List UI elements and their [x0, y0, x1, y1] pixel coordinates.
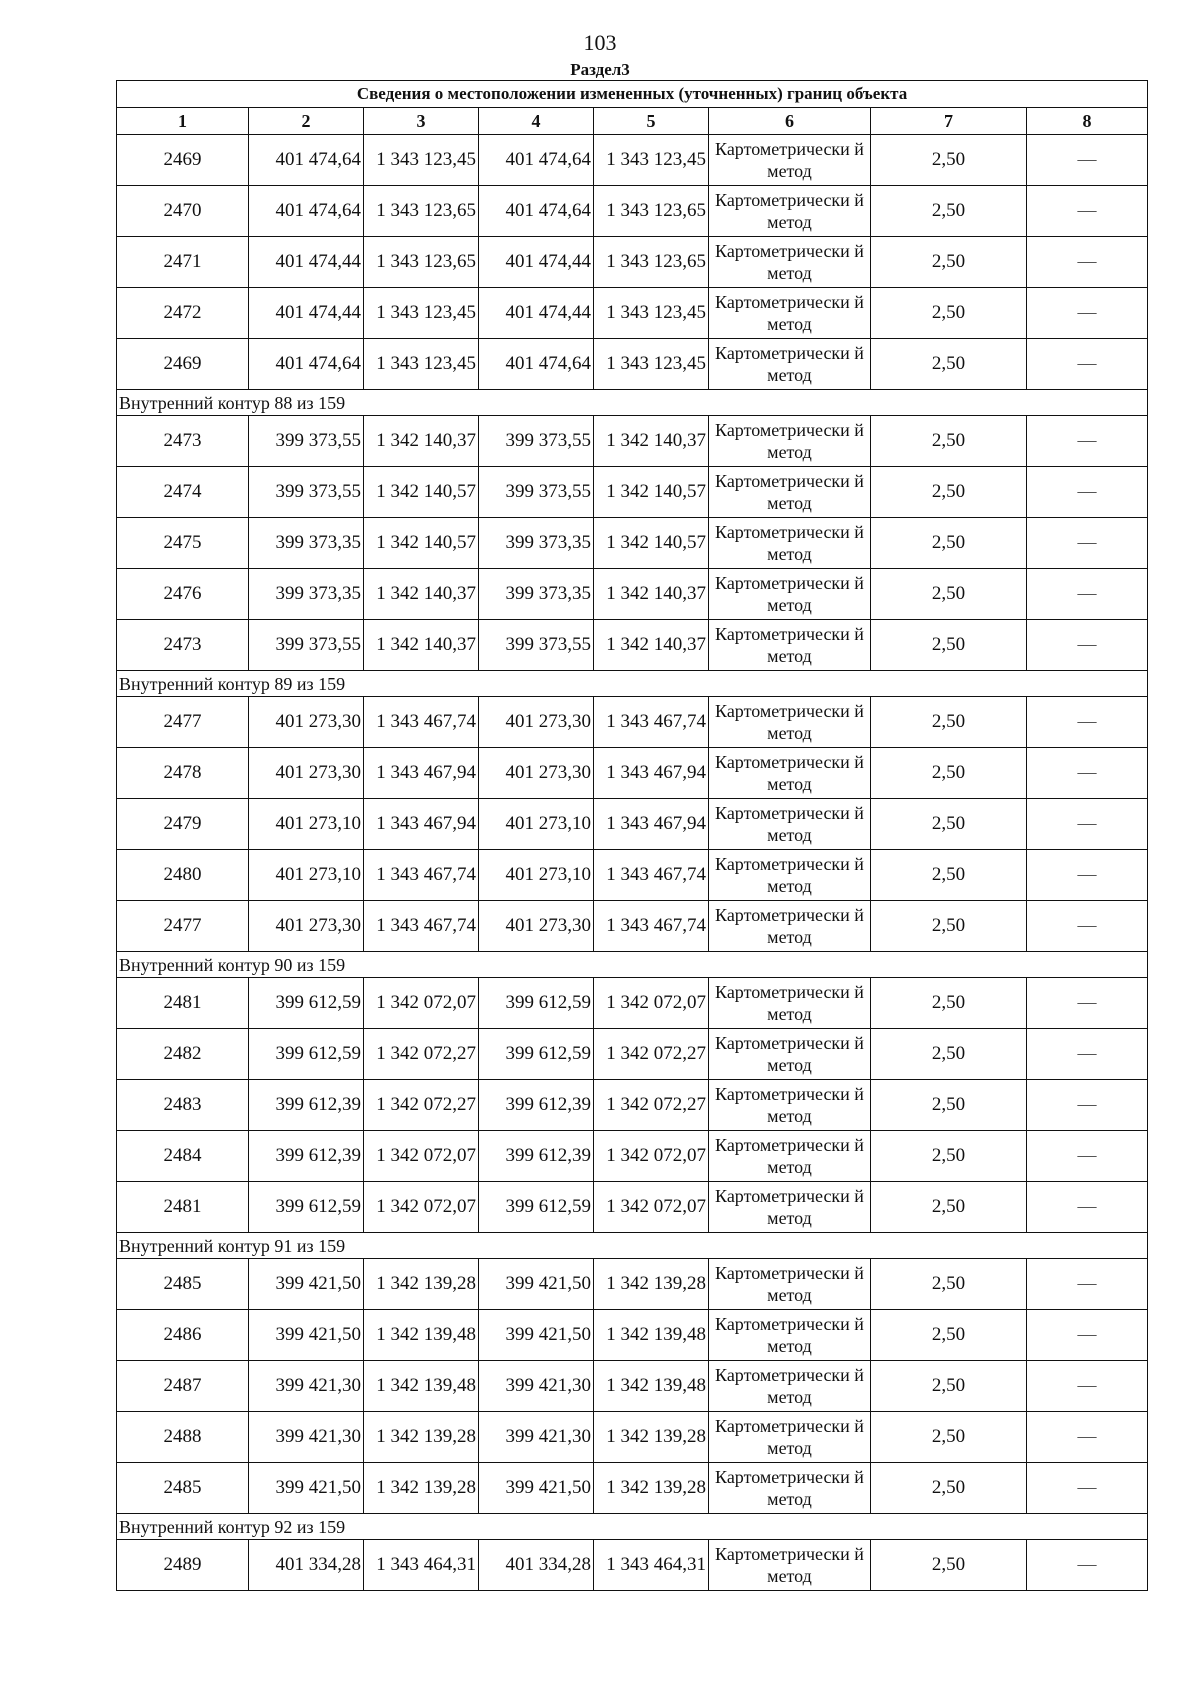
cell-method: Картометрически й метод: [709, 288, 871, 339]
cell-description: —: [1027, 1463, 1148, 1514]
table-row: [117, 1182, 1148, 1233]
cell-y-new: 1 343 467,94: [594, 748, 709, 799]
column-header-7: 7: [871, 108, 1027, 135]
cell-x-old: 401 474,64: [249, 186, 364, 237]
table-row: [117, 1259, 1148, 1310]
cell-y-old: 1 342 139,48: [364, 1361, 479, 1412]
cell-x-old: 399 612,59: [249, 978, 364, 1029]
cell-method: Картометрически й метод: [709, 1540, 871, 1591]
cell-accuracy: 2,50: [871, 1182, 1027, 1233]
cell-accuracy: 2,50: [871, 1029, 1027, 1080]
cell-y-old: 1 342 072,07: [364, 978, 479, 1029]
cell-point-number: 2472: [117, 288, 249, 339]
cell-y-old: 1 343 467,74: [364, 697, 479, 748]
cell-y-new: 1 343 464,31: [594, 1540, 709, 1591]
cell-y-new: 1 342 140,37: [594, 569, 709, 620]
cell-x-old: 399 421,30: [249, 1361, 364, 1412]
cell-x-new: 399 612,39: [479, 1131, 594, 1182]
table-row: [117, 799, 1148, 850]
cell-point-number: 2471: [117, 237, 249, 288]
cell-x-old: 401 273,10: [249, 799, 364, 850]
cell-method: Картометрически й метод: [709, 901, 871, 952]
table-row: [117, 467, 1148, 518]
table-row: [117, 748, 1148, 799]
cell-point-number: 2475: [117, 518, 249, 569]
cell-y-new: 1 343 123,45: [594, 339, 709, 390]
cell-y-old: 1 343 464,31: [364, 1540, 479, 1591]
contour-heading: Внутренний контур 91 из 159: [117, 1233, 1148, 1259]
table-row: [117, 237, 1148, 288]
cell-y-new: 1 343 123,65: [594, 186, 709, 237]
cell-description: —: [1027, 288, 1148, 339]
cell-description: —: [1027, 1540, 1148, 1591]
cell-accuracy: 2,50: [871, 237, 1027, 288]
cell-method: Картометрически й метод: [709, 237, 871, 288]
cell-y-old: 1 342 072,07: [364, 1131, 479, 1182]
table-row: [117, 1540, 1148, 1591]
cell-x-old: 399 421,50: [249, 1463, 364, 1514]
cell-accuracy: 2,50: [871, 620, 1027, 671]
table-row: [117, 1463, 1148, 1514]
cell-point-number: 2474: [117, 467, 249, 518]
cell-point-number: 2482: [117, 1029, 249, 1080]
cell-method: Картометрически й метод: [709, 1463, 871, 1514]
table-row: [117, 1080, 1148, 1131]
cell-x-new: 399 421,50: [479, 1310, 594, 1361]
table-row: [117, 569, 1148, 620]
table-row: [117, 1310, 1148, 1361]
cell-x-old: 399 612,39: [249, 1131, 364, 1182]
cell-method: Картометрически й метод: [709, 186, 871, 237]
cell-description: —: [1027, 416, 1148, 467]
cell-y-old: 1 342 072,27: [364, 1080, 479, 1131]
cell-y-new: 1 342 139,28: [594, 1259, 709, 1310]
cell-description: —: [1027, 1029, 1148, 1080]
cell-x-old: 399 612,59: [249, 1029, 364, 1080]
cell-description: —: [1027, 467, 1148, 518]
cell-x-new: 399 612,39: [479, 1080, 594, 1131]
cell-accuracy: 2,50: [871, 339, 1027, 390]
cell-point-number: 2473: [117, 416, 249, 467]
cell-y-new: 1 342 140,37: [594, 620, 709, 671]
cell-x-old: 401 273,30: [249, 748, 364, 799]
table-row: [117, 1361, 1148, 1412]
cell-method: Картометрически й метод: [709, 339, 871, 390]
cell-x-new: 401 273,30: [479, 901, 594, 952]
cell-y-old: 1 342 140,57: [364, 518, 479, 569]
cell-accuracy: 2,50: [871, 978, 1027, 1029]
cell-point-number: 2489: [117, 1540, 249, 1591]
cell-x-new: 401 474,44: [479, 288, 594, 339]
cell-y-old: 1 343 467,94: [364, 799, 479, 850]
cell-y-old: 1 342 072,27: [364, 1029, 479, 1080]
cell-y-old: 1 342 140,37: [364, 416, 479, 467]
cell-point-number: 2479: [117, 799, 249, 850]
cell-x-old: 399 373,35: [249, 518, 364, 569]
table-row: [117, 620, 1148, 671]
cell-y-new: 1 343 123,45: [594, 288, 709, 339]
cell-method: Картометрически й метод: [709, 1259, 871, 1310]
cell-x-new: 399 421,30: [479, 1361, 594, 1412]
cell-x-new: 399 373,55: [479, 416, 594, 467]
cell-accuracy: 2,50: [871, 1259, 1027, 1310]
cell-x-new: 399 421,30: [479, 1412, 594, 1463]
cell-accuracy: 2,50: [871, 697, 1027, 748]
cell-method: Картометрически й метод: [709, 1361, 871, 1412]
cell-y-new: 1 342 139,28: [594, 1412, 709, 1463]
table-row: [117, 978, 1148, 1029]
cell-y-old: 1 342 139,28: [364, 1259, 479, 1310]
column-header-3: 3: [364, 108, 479, 135]
cell-accuracy: 2,50: [871, 1361, 1027, 1412]
cell-accuracy: 2,50: [871, 748, 1027, 799]
cell-y-new: 1 342 140,57: [594, 467, 709, 518]
cell-description: —: [1027, 1131, 1148, 1182]
contour-heading-row: [117, 1514, 1148, 1540]
cell-x-new: 401 273,10: [479, 850, 594, 901]
cell-point-number: 2480: [117, 850, 249, 901]
contour-heading-row: [117, 671, 1148, 697]
table-row: [117, 135, 1148, 186]
cell-x-new: 399 373,55: [479, 620, 594, 671]
cell-accuracy: 2,50: [871, 850, 1027, 901]
table-row: [117, 518, 1148, 569]
table-row: [117, 339, 1148, 390]
cell-y-old: 1 343 123,65: [364, 186, 479, 237]
cell-method: Картометрически й метод: [709, 416, 871, 467]
column-header-5: 5: [594, 108, 709, 135]
cell-description: —: [1027, 1080, 1148, 1131]
cell-x-old: 401 474,44: [249, 237, 364, 288]
cell-x-old: 399 373,55: [249, 467, 364, 518]
cell-y-new: 1 342 072,27: [594, 1029, 709, 1080]
table-row: [117, 1412, 1148, 1463]
cell-x-new: 401 474,64: [479, 135, 594, 186]
cell-accuracy: 2,50: [871, 901, 1027, 952]
cell-x-new: 399 612,59: [479, 1182, 594, 1233]
cell-y-old: 1 343 467,74: [364, 850, 479, 901]
cell-method: Картометрически й метод: [709, 1310, 871, 1361]
cell-point-number: 2488: [117, 1412, 249, 1463]
cell-description: —: [1027, 237, 1148, 288]
cell-point-number: 2469: [117, 339, 249, 390]
cell-x-new: 399 612,59: [479, 978, 594, 1029]
cell-y-old: 1 343 123,45: [364, 339, 479, 390]
cell-x-new: 401 474,44: [479, 237, 594, 288]
cell-y-old: 1 343 467,74: [364, 901, 479, 952]
section-title: Раздел3: [570, 60, 630, 79]
cell-accuracy: 2,50: [871, 799, 1027, 850]
table-row: [117, 186, 1148, 237]
table-row: [117, 1131, 1148, 1182]
column-header-2: 2: [249, 108, 364, 135]
column-header-1: 1: [117, 108, 249, 135]
cell-y-new: 1 343 467,74: [594, 697, 709, 748]
cell-x-new: 401 474,64: [479, 186, 594, 237]
cell-y-old: 1 342 139,28: [364, 1412, 479, 1463]
table-row: [117, 288, 1148, 339]
cell-x-old: 401 273,10: [249, 850, 364, 901]
cell-accuracy: 2,50: [871, 416, 1027, 467]
cell-point-number: 2470: [117, 186, 249, 237]
cell-x-old: 399 612,59: [249, 1182, 364, 1233]
cell-description: —: [1027, 978, 1148, 1029]
cell-x-old: 401 474,64: [249, 135, 364, 186]
cell-accuracy: 2,50: [871, 569, 1027, 620]
cell-point-number: 2473: [117, 620, 249, 671]
table-row: [117, 1029, 1148, 1080]
cell-description: —: [1027, 799, 1148, 850]
cell-y-old: 1 342 140,37: [364, 620, 479, 671]
cell-point-number: 2477: [117, 697, 249, 748]
cell-y-old: 1 342 140,37: [364, 569, 479, 620]
cell-y-new: 1 342 139,48: [594, 1310, 709, 1361]
cell-y-new: 1 342 139,48: [594, 1361, 709, 1412]
cell-x-new: 401 273,30: [479, 697, 594, 748]
column-header-8: 8: [1027, 108, 1148, 135]
cell-point-number: 2485: [117, 1259, 249, 1310]
cell-description: —: [1027, 901, 1148, 952]
cell-y-old: 1 343 467,94: [364, 748, 479, 799]
cell-x-old: 399 421,50: [249, 1259, 364, 1310]
cell-method: Картометрически й метод: [709, 748, 871, 799]
contour-heading-row: [117, 390, 1148, 416]
cell-description: —: [1027, 1182, 1148, 1233]
page-number: 103: [583, 30, 617, 55]
cell-point-number: 2484: [117, 1131, 249, 1182]
cell-x-new: 401 273,30: [479, 748, 594, 799]
cell-description: —: [1027, 1259, 1148, 1310]
cell-accuracy: 2,50: [871, 288, 1027, 339]
cell-method: Картометрически й метод: [709, 569, 871, 620]
cell-method: Картометрически й метод: [709, 1412, 871, 1463]
table-row: [117, 697, 1148, 748]
cell-point-number: 2476: [117, 569, 249, 620]
cell-y-new: 1 343 467,94: [594, 799, 709, 850]
table-caption-row: [117, 81, 1148, 108]
cell-method: Картометрически й метод: [709, 1182, 871, 1233]
boundary-coordinates-table: [116, 80, 1148, 1591]
cell-x-old: 401 273,30: [249, 901, 364, 952]
cell-description: —: [1027, 1310, 1148, 1361]
cell-x-old: 401 273,30: [249, 697, 364, 748]
cell-y-old: 1 342 139,48: [364, 1310, 479, 1361]
column-header-6: 6: [709, 108, 871, 135]
cell-x-old: 401 474,44: [249, 288, 364, 339]
cell-method: Картометрически й метод: [709, 1131, 871, 1182]
cell-accuracy: 2,50: [871, 1310, 1027, 1361]
cell-y-old: 1 343 123,45: [364, 135, 479, 186]
cell-x-new: 399 373,35: [479, 569, 594, 620]
cell-x-new: 401 334,28: [479, 1540, 594, 1591]
cell-x-new: 399 373,35: [479, 518, 594, 569]
cell-description: —: [1027, 135, 1148, 186]
cell-y-new: 1 342 140,57: [594, 518, 709, 569]
cell-accuracy: 2,50: [871, 1540, 1027, 1591]
cell-y-new: 1 342 072,07: [594, 1131, 709, 1182]
cell-accuracy: 2,50: [871, 518, 1027, 569]
column-header-4: 4: [479, 108, 594, 135]
cell-x-old: 399 612,39: [249, 1080, 364, 1131]
cell-description: —: [1027, 569, 1148, 620]
cell-point-number: 2469: [117, 135, 249, 186]
cell-method: Картометрически й метод: [709, 1080, 871, 1131]
cell-x-old: 399 373,55: [249, 416, 364, 467]
cell-description: —: [1027, 1412, 1148, 1463]
cell-method: Картометрически й метод: [709, 799, 871, 850]
cell-y-new: 1 343 467,74: [594, 901, 709, 952]
table-header-row: [117, 108, 1148, 135]
cell-method: Картометрически й метод: [709, 1029, 871, 1080]
cell-method: Картометрически й метод: [709, 518, 871, 569]
cell-y-new: 1 343 123,65: [594, 237, 709, 288]
cell-description: —: [1027, 850, 1148, 901]
cell-point-number: 2486: [117, 1310, 249, 1361]
contour-heading-row: [117, 952, 1148, 978]
contour-heading-row: [117, 1233, 1148, 1259]
cell-description: —: [1027, 186, 1148, 237]
cell-description: —: [1027, 748, 1148, 799]
cell-method: Картометрически й метод: [709, 135, 871, 186]
cell-description: —: [1027, 339, 1148, 390]
cell-description: —: [1027, 518, 1148, 569]
table-row: [117, 416, 1148, 467]
cell-point-number: 2485: [117, 1463, 249, 1514]
cell-accuracy: 2,50: [871, 1080, 1027, 1131]
cell-accuracy: 2,50: [871, 1131, 1027, 1182]
cell-y-old: 1 343 123,65: [364, 237, 479, 288]
cell-method: Картометрически й метод: [709, 697, 871, 748]
cell-method: Картометрически й метод: [709, 978, 871, 1029]
cell-point-number: 2483: [117, 1080, 249, 1131]
cell-x-new: 401 273,10: [479, 799, 594, 850]
cell-y-new: 1 342 072,07: [594, 1182, 709, 1233]
cell-x-old: 399 421,30: [249, 1412, 364, 1463]
cell-x-old: 401 474,64: [249, 339, 364, 390]
contour-heading: Внутренний контур 89 из 159: [117, 671, 1148, 697]
cell-method: Картометрически й метод: [709, 467, 871, 518]
table-caption: Сведения о местоположении измененных (уточненных) границ объекта: [117, 81, 1148, 108]
cell-y-old: 1 342 140,57: [364, 467, 479, 518]
cell-method: Картометрически й метод: [709, 850, 871, 901]
cell-accuracy: 2,50: [871, 135, 1027, 186]
cell-point-number: 2477: [117, 901, 249, 952]
cell-description: —: [1027, 697, 1148, 748]
cell-y-new: 1 342 139,28: [594, 1463, 709, 1514]
contour-heading: Внутренний контур 90 из 159: [117, 952, 1148, 978]
cell-description: —: [1027, 620, 1148, 671]
cell-y-new: 1 343 123,45: [594, 135, 709, 186]
cell-y-new: 1 342 072,27: [594, 1080, 709, 1131]
cell-point-number: 2478: [117, 748, 249, 799]
cell-x-old: 401 334,28: [249, 1540, 364, 1591]
cell-point-number: 2487: [117, 1361, 249, 1412]
cell-accuracy: 2,50: [871, 1412, 1027, 1463]
cell-x-old: 399 373,55: [249, 620, 364, 671]
cell-method: Картометрически й метод: [709, 620, 871, 671]
cell-x-old: 399 373,35: [249, 569, 364, 620]
cell-accuracy: 2,50: [871, 1463, 1027, 1514]
cell-x-new: 401 474,64: [479, 339, 594, 390]
cell-description: —: [1027, 1361, 1148, 1412]
cell-x-new: 399 421,50: [479, 1259, 594, 1310]
table-row: [117, 901, 1148, 952]
cell-accuracy: 2,50: [871, 467, 1027, 518]
cell-x-new: 399 421,50: [479, 1463, 594, 1514]
table-row: [117, 850, 1148, 901]
cell-x-new: 399 612,59: [479, 1029, 594, 1080]
cell-point-number: 2481: [117, 978, 249, 1029]
contour-heading: Внутренний контур 88 из 159: [117, 390, 1148, 416]
cell-x-new: 399 373,55: [479, 467, 594, 518]
cell-x-old: 399 421,50: [249, 1310, 364, 1361]
cell-y-new: 1 342 140,37: [594, 416, 709, 467]
cell-accuracy: 2,50: [871, 186, 1027, 237]
cell-y-new: 1 342 072,07: [594, 978, 709, 1029]
contour-heading: Внутренний контур 92 из 159: [117, 1514, 1148, 1540]
cell-y-new: 1 343 467,74: [594, 850, 709, 901]
cell-y-old: 1 342 072,07: [364, 1182, 479, 1233]
cell-point-number: 2481: [117, 1182, 249, 1233]
cell-y-old: 1 343 123,45: [364, 288, 479, 339]
cell-y-old: 1 342 139,28: [364, 1463, 479, 1514]
